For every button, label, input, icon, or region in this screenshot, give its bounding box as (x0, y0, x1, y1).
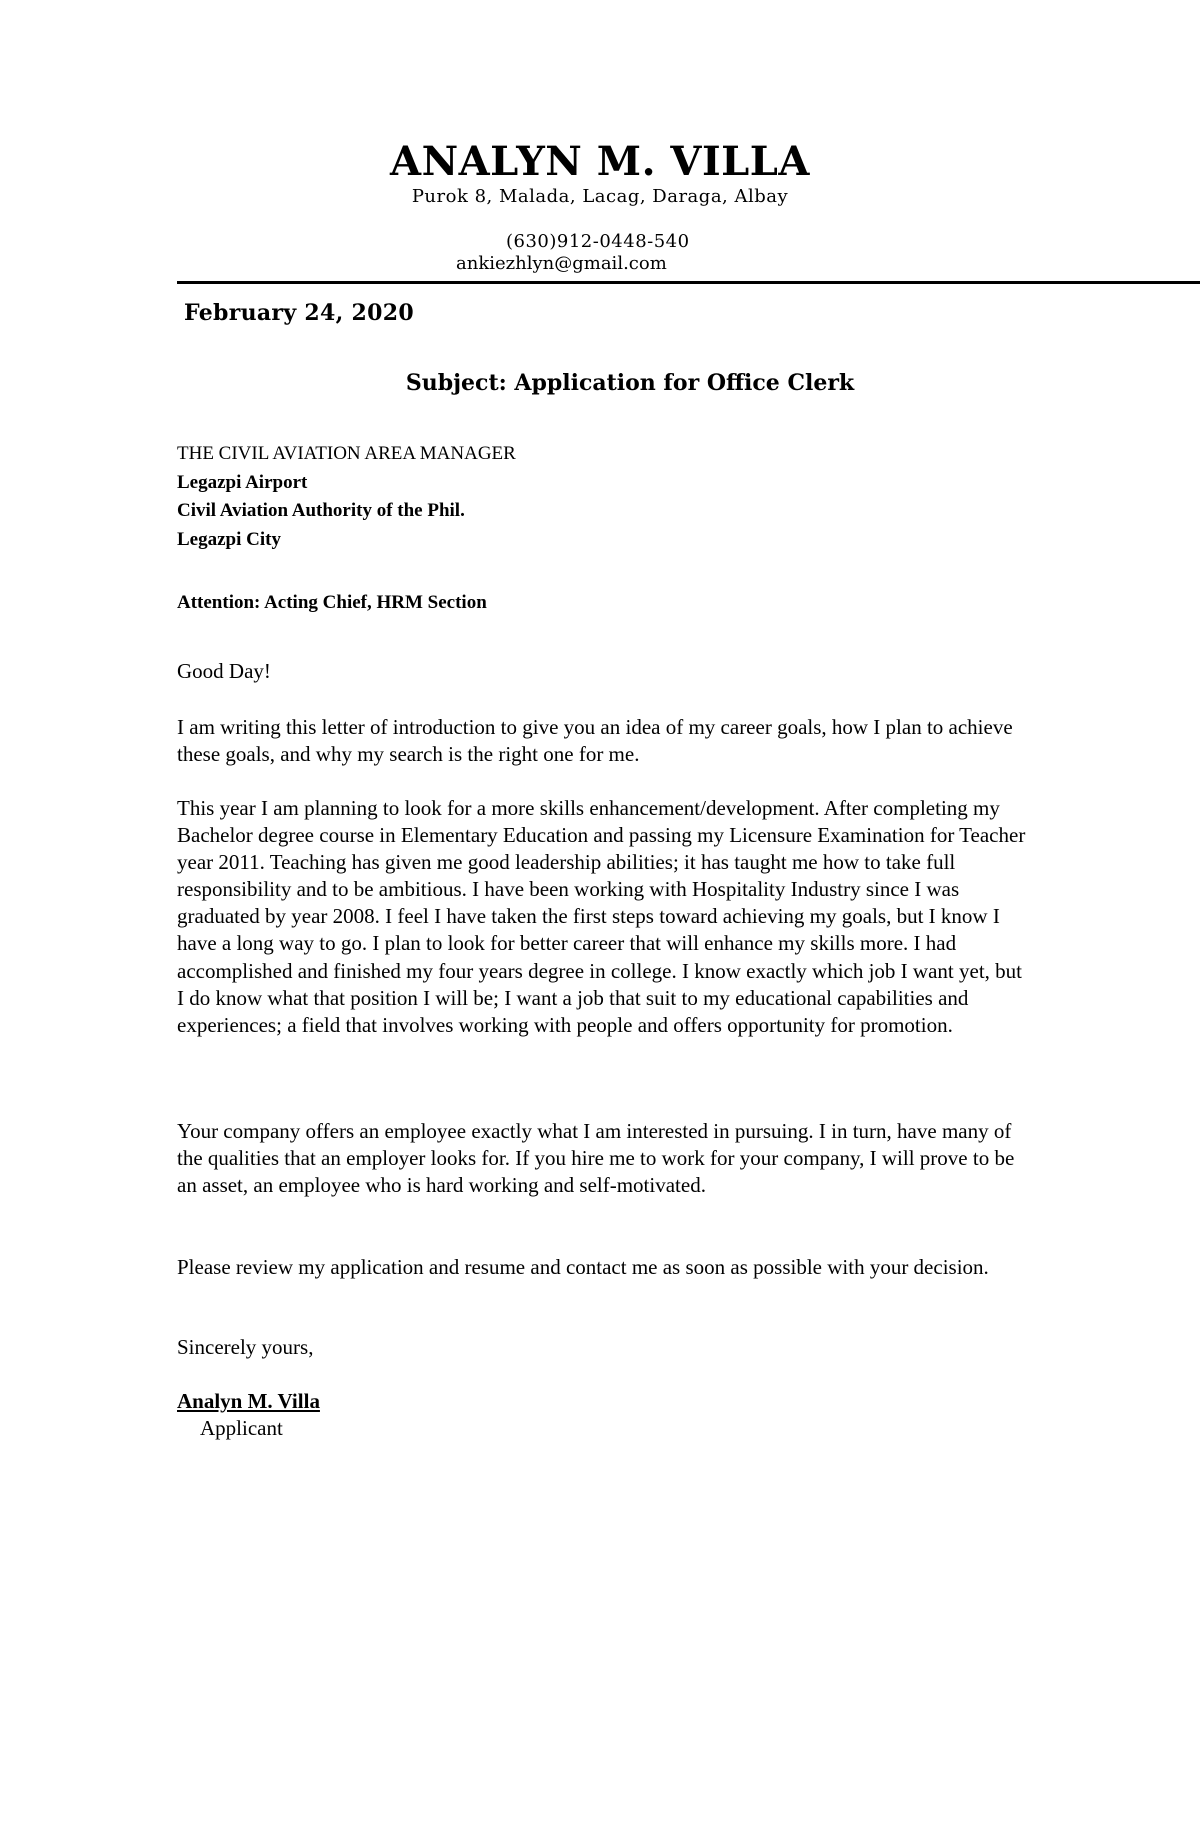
signature-title: Applicant (200, 1416, 283, 1440)
letter-subject: Subject: Application for Office Clerk (405, 370, 855, 396)
recipient-office: Legazpi Airport (177, 471, 308, 493)
body-paragraph: I am writing this letter of introduction to give you an idea of my career goals, how I plan to achieve these goals, and why my search is the right one for me. (177, 715, 1013, 767)
recipient-title: THE CIVIL AVIATION AREA MANAGER (177, 443, 516, 464)
recipient-address-block (177, 440, 516, 554)
attention-line: Attention: Acting Chief, HRM Section (177, 592, 487, 613)
recipient-city: Legazpi City (177, 528, 281, 550)
applicant-address: Purok 8, Malada, Lacag, Daraga, Albay (411, 186, 789, 207)
header-divider (177, 281, 1200, 284)
body-paragraph: Please review my application and resume and contact me as soon as possible with your decision. (177, 1255, 989, 1279)
body-paragraph: Your company offers an employee exactly what I am interested in pursuing. I in turn, have many of the qualities that an employer looks for. If you hire me to work for your company, I will prove to be an asset, an employee who is hard working and self-motivated. (177, 1119, 1015, 1198)
applicant-email: ankiezhlyn@gmail.com (456, 253, 667, 274)
closing-salutation: Sincerely yours, (177, 1335, 314, 1359)
applicant-name-heading: ANALYN M. VILLA (390, 138, 810, 185)
signature-name: Analyn M. Villa (177, 1389, 320, 1413)
body-paragraph: This year I am planning to look for a more skills enhancement/development. After completing my Bachelor degree course in Elementary Education and passing my Licensure Examination for Teacher year 2011. Teaching has given me good leadership abilities; it has taught me how to take full responsibility and to be ambitious. I have been working with Hospitality Industry since I was graduated by year 2008. I feel I have taken the first steps toward achieving my goals, but I know I have a long way to go. I plan to look for better career that will enhance my skills more. I had accomplished and finished my four years degree in college. I know exactly which job I want yet, but I do know what that position I will be; I want a job that suit to my educational capabilities and experiences; a field that involves working with people and offers opportunity for promotion. (177, 796, 1026, 1037)
greeting: Good Day! (177, 659, 271, 683)
recipient-organization: Civil Aviation Authority of the Phil. (177, 500, 465, 521)
letter-date: February 24, 2020 (184, 300, 414, 326)
applicant-phone: (630)912-0448-540 (506, 231, 690, 252)
